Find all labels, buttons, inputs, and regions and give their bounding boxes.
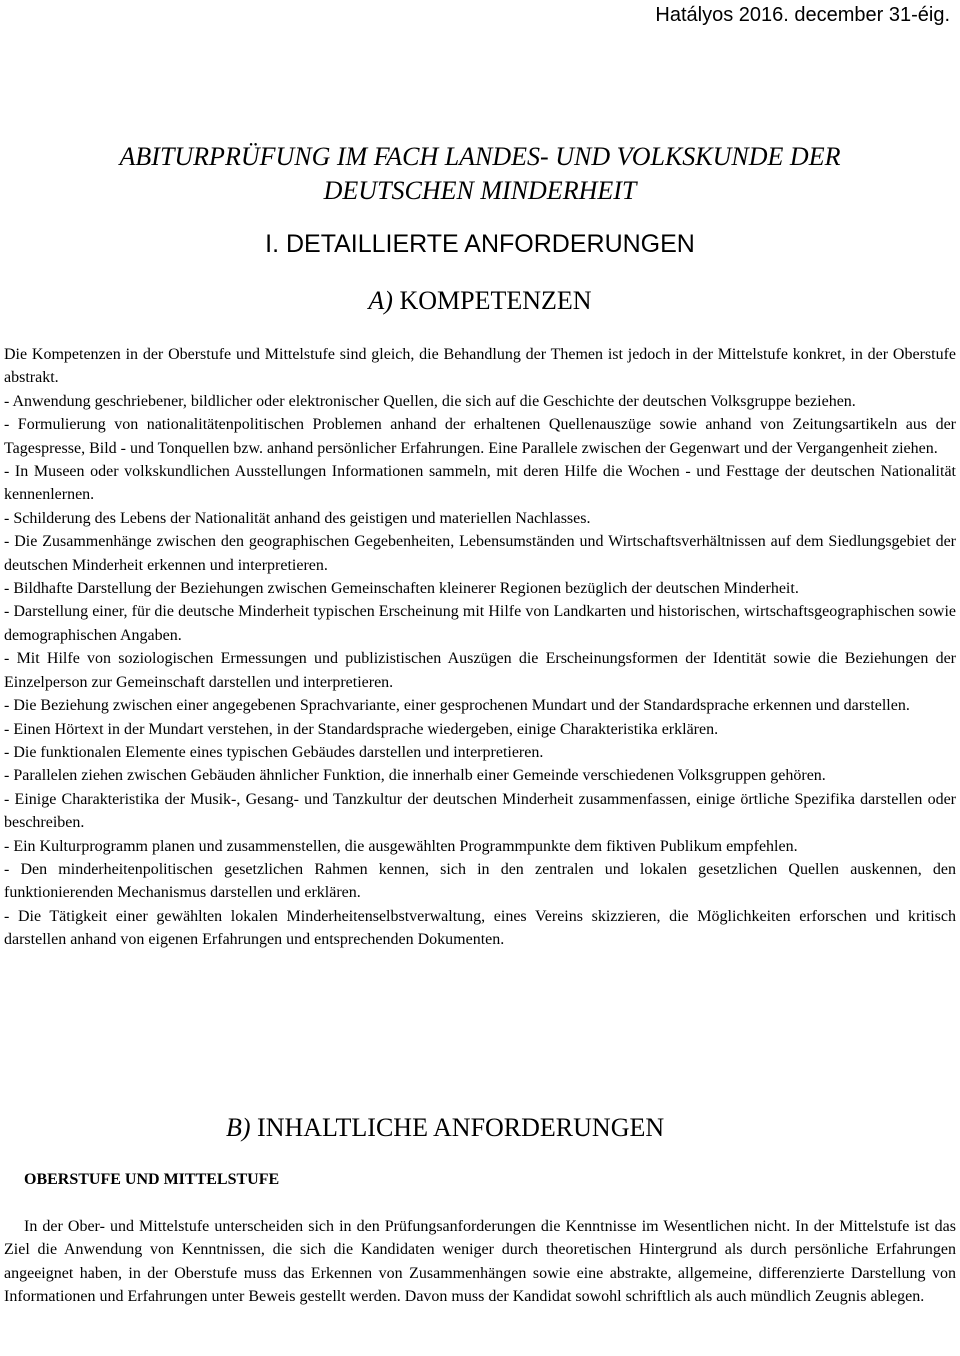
document-title bbox=[0, 140, 960, 208]
part-a-title: KOMPETENZEN bbox=[399, 286, 592, 315]
competence-item: - Einige Charakteristika der Musik-, Gesang- und Tanzkultur der deutschen Minderheit zusammenfassen, einige örtliche Spezifika darstellen oder beschreiben. bbox=[4, 790, 956, 832]
competence-item: - Bildhafte Darstellung der Beziehungen zwischen Gemeinschaften kleinerer Regionen bezüglich der deutschen Minderheit. bbox=[4, 580, 799, 598]
competence-item: - Formulierung von nationalitätenpolitischen Problemen anhand der erhaltenen Quellenauszüge sowie anhand von Zeitungsartikeln aus der Tagespresse, Bild - und Tonquellen bzw. anhand persönlicher Erfahrungen. Eine Parallele zwischen der Gegenwart und der Vergangenheit ziehen. bbox=[4, 416, 956, 457]
competence-item: - Den minderheitenpolitischen gesetzlichen Rahmen kennen, sich in den zentralen und lokalen gesetzlichen Quellen auskennen, den funktionierenden Mechanismus darstellen und erklären. bbox=[4, 860, 956, 902]
stage-heading: OBERSTUFE UND MITTELSTUFE bbox=[24, 1171, 280, 1188]
competence-item: - Die Tätigkeit einer gewählten lokalen Minderheitenselbstverwaltung, eines Vereins skizzieren, die Möglichkeiten erforschen und kritisch darstellen anhand von eigenen Erfahrungen und entsprechenden Dokumenten. bbox=[4, 907, 956, 949]
content-requirements-block bbox=[4, 1215, 956, 1309]
competence-item: - Die Beziehung zwischen einer angegebenen Sprachvariante, einer gesprochenen Mundart und der Standardsprache erkennen und darstellen. bbox=[4, 697, 910, 715]
competence-item: - Ein Kulturprogramm planen und zusammenstellen, die ausgewählten Programmpunkte dem fiktiven Publikum empfehlen. bbox=[4, 837, 798, 855]
part-b-title: INHALTLICHE ANFORDERUNGEN bbox=[257, 1113, 665, 1142]
competence-item: - Anwendung geschriebener, bildlicher oder elektronischer Quellen, die sich auf die Geschichte der deutschen Volksgruppe beziehen. bbox=[4, 392, 856, 410]
competence-item: - Die funktionalen Elemente eines typischen Gebäudes darstellen und interpretieren. bbox=[4, 743, 544, 761]
validity-note: Hatályos 2016. december 31-éig. bbox=[655, 4, 950, 26]
document-title-line-1: ABITURPRÜFUNG IM FACH LANDES- UND VOLKSKUNDE DER bbox=[119, 142, 841, 171]
competences-list bbox=[4, 343, 956, 952]
document-title-line-2: DEUTSCHEN MINDERHEIT bbox=[323, 176, 637, 205]
competence-item: - In Museen oder volkskundlichen Ausstellungen Informationen sammeln, mit deren Hilfe die Wochen - und Festtage der deutschen Nationalität kennenlernen. bbox=[4, 463, 956, 504]
competence-item: - Mit Hilfe von soziologischen Ermessungen und publizistischen Auszügen die Erscheinungsformen der Identität sowie die Beziehungen der Einzelperson zur Gemeinschaft darstellen und interpretieren. bbox=[4, 650, 956, 691]
content-requirements-paragraph: In der Ober- und Mittelstufe unterscheiden sich in den Prüfungsanforderungen die Kenntnisse im Wesentlichen nicht. In der Mittelstufe ist das Ziel die Anwendung von Kenntnissen, die sich die Kandidaten weniger durch theoretischen Hintergrund als durch persönliche Erfahrungen angeeignet haben, in der Oberstufe muss das Erkennen von Zusammenhängen sowie eine abstrakte, allgemeine, differenzierte Darstellung von Informationen und Erfahrungen unter Beweis gestellt werden. Davon muss der Kandidat sowohl schriftlich als auch mündlich Zeugnis ablegen. bbox=[4, 1218, 956, 1306]
competence-item: - Einen Hörtext in der Mundart verstehen, in der Standardsprache wiedergeben, einige Charakteristika erklären. bbox=[4, 720, 719, 738]
competence-intro: Die Kompetenzen in der Oberstufe und Mittelstufe sind gleich, die Behandlung der Themen ist jedoch in der Mittelstufe konkret, in der Oberstufe abstrakt. bbox=[4, 346, 956, 387]
part-b-heading bbox=[226, 1111, 664, 1145]
part-a-heading bbox=[0, 285, 960, 317]
part-a-letter: A) bbox=[368, 286, 393, 315]
competence-item: - Die Zusammenhänge zwischen den geographischen Gegebenheiten, Lebensumständen und Wirtschaftsverhältnissen auf dem Siedlungsgebiet der deutschen Minderheit erkennen und interpretieren. bbox=[4, 533, 956, 574]
section-heading: I. DETAILLIERTE ANFORDERUNGEN bbox=[265, 230, 695, 258]
competence-item: - Schilderung des Lebens der Nationalität anhand des geistigen und materiellen Nachlasses. bbox=[4, 509, 591, 527]
competence-item: - Parallelen ziehen zwischen Gebäuden ähnlicher Funktion, die innerhalb einer Gemeinde verschiedenen Volksgruppen gehören. bbox=[4, 767, 826, 785]
part-b-letter: B) bbox=[226, 1113, 251, 1142]
competence-item: - Darstellung einer, für die deutsche Minderheit typischen Erscheinung mit Hilfe von Landkarten und historischen, wirtschaftsgeographischen sowie demographischen Angaben. bbox=[4, 603, 956, 644]
